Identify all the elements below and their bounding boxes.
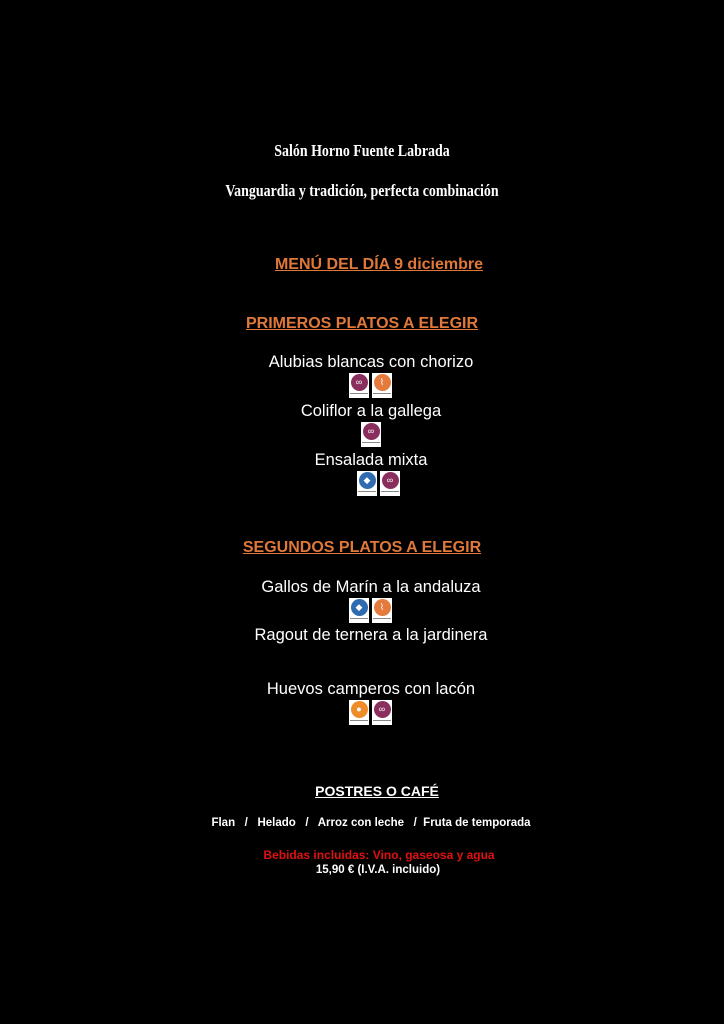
- sulphites-icon: ∞: [372, 700, 392, 725]
- price: 15,90 € (I.V.A. incluido): [315, 864, 441, 876]
- allergens-gallos: [349, 598, 392, 623]
- egg-icon: ●: [349, 700, 369, 725]
- slogan: Vanguardia y tradición, perfecta combinación: [225, 181, 499, 200]
- dish-coliflor: Coliflor a la gallega: [300, 402, 442, 420]
- segundos-heading: SEGUNDOS PLATOS A ELEGIR: [242, 539, 482, 556]
- restaurant-title: Salón Horno Fuente Labrada: [274, 141, 450, 160]
- dish-huevos: Huevos camperos con lacón: [266, 680, 476, 698]
- postres-items: Flan / Helado / Arroz con leche / Fruta de temporada: [211, 817, 531, 829]
- dish-gallos: Gallos de Marín a la andaluza: [261, 578, 481, 596]
- primeros-heading: PRIMEROS PLATOS A ELEGIR: [245, 315, 479, 332]
- fish-icon: ◆: [357, 471, 377, 496]
- dish-ragout: Ragout de ternera a la jardinera: [254, 626, 488, 644]
- allergens-huevos: [349, 700, 392, 725]
- dish-ensalada: Ensalada mixta: [314, 451, 428, 469]
- allergens-alubias: [349, 373, 392, 398]
- dish-alubias: Alubias blancas con chorizo: [268, 353, 474, 371]
- gluten-icon: ⌇: [372, 598, 392, 623]
- sulphites-icon: ∞: [380, 471, 400, 496]
- bebidas-note: Bebidas incluidas: Vino, gaseosa y agua: [263, 848, 495, 862]
- sulphites-icon: ∞: [349, 373, 369, 398]
- postres-heading: POSTRES O CAFÉ: [315, 783, 439, 799]
- menu-title: MENÚ DEL DÍA 9 diciembre: [274, 256, 484, 273]
- sulphites-icon: ∞: [361, 422, 381, 447]
- allergens-ensalada: [357, 471, 400, 496]
- fish-icon: ◆: [349, 598, 369, 623]
- gluten-icon: ⌇: [372, 373, 392, 398]
- allergens-coliflor: [361, 422, 381, 447]
